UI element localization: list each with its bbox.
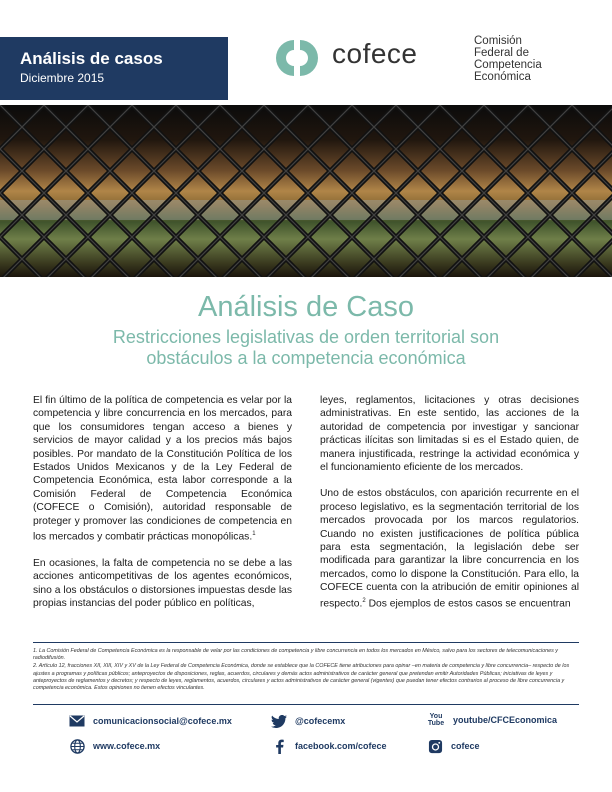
issue-date: Diciembre 2015 (20, 71, 105, 85)
footnote-2: 2. Artículo 12, fracciones XII, XIII, XIV y XV de la Ley Federal de Competencia Económica, donde se establece que la COFECE tiene atribuciones para opinar –en materia de competencia y libre concurrencia– respecto de los ajustes a programas y políticas públicos; anteproyectos de disposiciones, reglas, acuerdos, circulares y demás actos administrativos de carácter general que pretendan emitir Autoridades Públicas; iniciativas de leyes y anteproyectos de reglamentos y decretos; y respecto de leyes, reglamentos, acuerdos, circulares y actos administrativos de carácter general (vigentes) que puedan tener efectos contrarios al proceso de libre concurrencia y competencia económica. Estos opiniones no tienen efectos vinculantes. (33, 663, 570, 692)
youtube-icon: You Tube (427, 713, 445, 727)
instagram-icon (426, 738, 444, 754)
footnotes (33, 648, 579, 693)
header-band (0, 37, 228, 100)
contact-facebook[interactable]: facebook.com/cofece (270, 738, 387, 754)
facebook-icon (270, 738, 288, 754)
series-title: Análisis de casos (20, 49, 163, 68)
chain-link-fence-photo (0, 105, 612, 277)
contact-email[interactable]: comunicacionsocial@cofece.mx (68, 713, 232, 729)
contacts-divider (33, 704, 579, 705)
contact-twitter[interactable]: @cofecemx (270, 713, 345, 729)
paragraph: En ocasiones, la falta de competencia no se debe a las acciones anticompetitivas de los agentes económicos, sino a los obstáculos o distorsiones impuestas desde las propias instancias del poder público en políticas, (33, 557, 292, 610)
globe-icon (68, 738, 86, 754)
paragraph: Uno de estos obstáculos, con aparición recurrente en el proceso legislativo, es la segmentación territorial de los mercados provocada por los marcos regulatorios. Cuando no existen justificaciones de política pública para esta segmentación, la legislación debe ser modificada para garantizar la libre concurrencia en los mercados, como lo dispone la Constitución. Para ello, la COFECE cuenta con la atribución de emitir opiniones al respecto.$^2$ Dos ejemplos de estos casos se encuentran (320, 488, 579, 610)
footnote-1: 1. La Comisión Federal de Competencia Económica es la responsable de velar por las condiciones de competencia y libre concurrencia en todos los mercados en México, salvo para los sectores de telecomunicaciones y radiodifusión. (33, 648, 558, 662)
footnote-divider (33, 642, 579, 643)
page-title: Análisis de Caso (198, 291, 414, 323)
envelope-icon (68, 713, 86, 729)
commission-name: Comisión Federal de Competencia Económica (474, 35, 542, 83)
contact-youtube[interactable]: You Tube youtube/CFCEconomica (427, 713, 558, 727)
paragraph: leyes, reglamentos, licitaciones y otras decisiones administrativas. En este sentido, las acciones de la autoridad de competencia por investigar y sancionar prácticas ilícitas son limitadas si es el Estado quien, de manera injustificada, restringe la actividad económica y el funcionamiento eficiente de los mercados. (320, 395, 579, 474)
body-column-left (33, 394, 292, 624)
twitter-icon (270, 713, 288, 729)
brand-name: cofece (332, 38, 418, 69)
contact-website[interactable]: www.cofece.mx (68, 738, 160, 754)
body-column-right (320, 394, 579, 624)
cofece-logo-icon (272, 36, 322, 80)
paragraph: El fin último de la política de competencia es velar por la competencia y libre concurrencia en los mercados, para que los consumidores tengan acceso a bienes y servicios de mayor calidad y a los precios más bajos posibles. Por mandato de la Constitución Política de los Estados Unidos Mexicanos y de la Ley Federal de Competencia Económica, esta labor corresponde a la Comisión Federal de Competencia Económica (COFECE o Comisión), autoridad responsable de proteger y promover las condiciones de competencia en los mercados y combatir prácticas monopólicas.$^1$ (33, 395, 292, 543)
page-subtitle: Restricciones legislativas de orden territorial son obstáculos a la competencia económica (112, 327, 500, 368)
contact-instagram[interactable]: cofece (426, 738, 480, 754)
